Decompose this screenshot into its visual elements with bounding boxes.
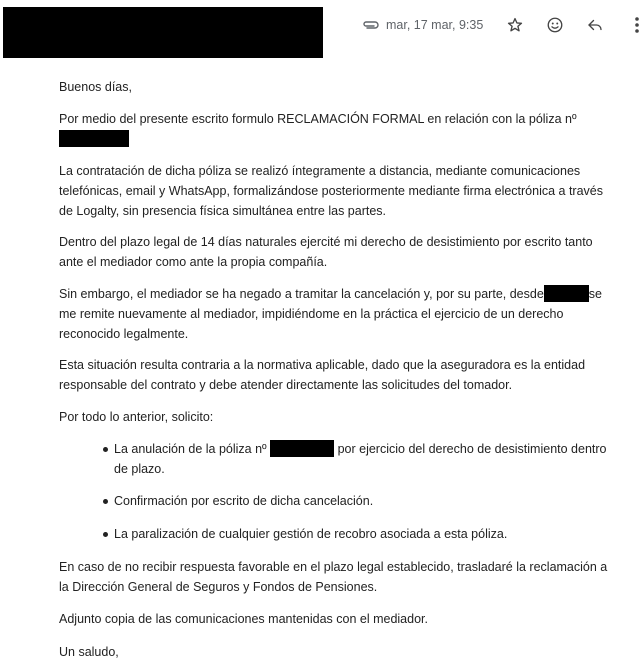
paragraph-line: de Logalty, sin presencia física simultánea entre las partes. xyxy=(59,204,387,218)
paragraph-line: La contratación de dicha póliza se realizó íntegramente a distancia, mediante comunicaciones xyxy=(59,164,581,178)
paragraph-line: responsable del contrato y debe atender directamente las solicitudes del tomador. xyxy=(59,378,513,392)
list-item-text-part: por ejercicio del derecho de desistimiento dentro xyxy=(337,442,607,456)
paragraph-line xyxy=(59,284,602,304)
redacted-policy-number xyxy=(270,440,334,457)
paragraph-line: telefónicas, email y WhatsApp, formalizándose posteriormente mediante firma electrónica a través xyxy=(59,184,604,198)
attachment-icon xyxy=(360,15,382,35)
paragraph-line: Dentro del plazo legal de 14 días naturales ejercité mi derecho de desistimiento por escrito tanto xyxy=(59,235,593,249)
list-item-text xyxy=(114,439,606,479)
redacted-company-name xyxy=(544,285,589,302)
list-item-text: La paralización de cualquier gestión de recobro asociada a esta póliza. xyxy=(114,527,508,541)
paragraph-adjunto: Adjunto copia de las comunicaciones mantenidas con el mediador. xyxy=(59,612,428,626)
paragraph-solicito: Por todo lo anterior, solicito: xyxy=(59,410,214,424)
paragraph-line: me remite nuevamente al mediador, impidiéndome en la práctica el ejercicio de un derecho xyxy=(59,307,564,321)
paragraph-contratacion xyxy=(59,161,603,221)
email-date: mar, 17 mar, 9:35 xyxy=(386,18,484,32)
star-icon[interactable] xyxy=(505,15,525,35)
paragraph-line: Por medio del presente escrito formulo RECLAMACIÓN FORMAL en relación con la póliza nº xyxy=(59,112,577,126)
paragraph-line: Esta situación resulta contraria a la normativa aplicable, dado que la aseguradora es la entidad xyxy=(59,358,586,372)
paragraph-reclamacion xyxy=(59,109,577,149)
reply-icon[interactable] xyxy=(585,15,605,35)
paragraph-situacion xyxy=(59,355,585,395)
paragraph-line: ante el mediador como ante la propia compañía. xyxy=(59,255,328,269)
bullet-dot xyxy=(103,532,108,537)
paragraph-en-caso xyxy=(59,557,607,597)
list-item-line: de plazo. xyxy=(114,462,165,476)
paragraph-sin-embargo xyxy=(59,284,602,344)
list-item-line xyxy=(114,439,606,459)
bullet-dot xyxy=(103,447,108,452)
paragraph-line: reconocido legalmente. xyxy=(59,327,189,341)
list-item-text-part: La anulación de la póliza nº xyxy=(114,442,267,456)
paragraph-line: la Dirección General de Seguros y Fondos de Pensiones. xyxy=(59,580,378,594)
bullet-dot xyxy=(103,499,108,504)
message-header-actions xyxy=(360,12,644,38)
more-vert-icon[interactable] xyxy=(627,15,644,35)
greeting: Buenos días, xyxy=(59,80,132,94)
redacted-policy-number xyxy=(59,130,129,147)
closing: Un saludo, xyxy=(59,645,119,659)
emoji-icon[interactable] xyxy=(545,15,565,35)
paragraph-text: se xyxy=(588,287,602,301)
paragraph-line: En caso de no recibir respuesta favorable en el plazo legal establecido, trasladaré la reclamación a xyxy=(59,560,608,574)
redacted-sender-block xyxy=(3,7,323,58)
list-item-text: Confirmación por escrito de dicha cancelación. xyxy=(114,494,374,508)
redacted-policy-number-line xyxy=(59,129,577,149)
paragraph-text: Sin embargo, el mediador se ha negado a tramitar la cancelación y, por su parte, desde xyxy=(59,287,544,301)
paragraph-desistimiento xyxy=(59,232,593,272)
